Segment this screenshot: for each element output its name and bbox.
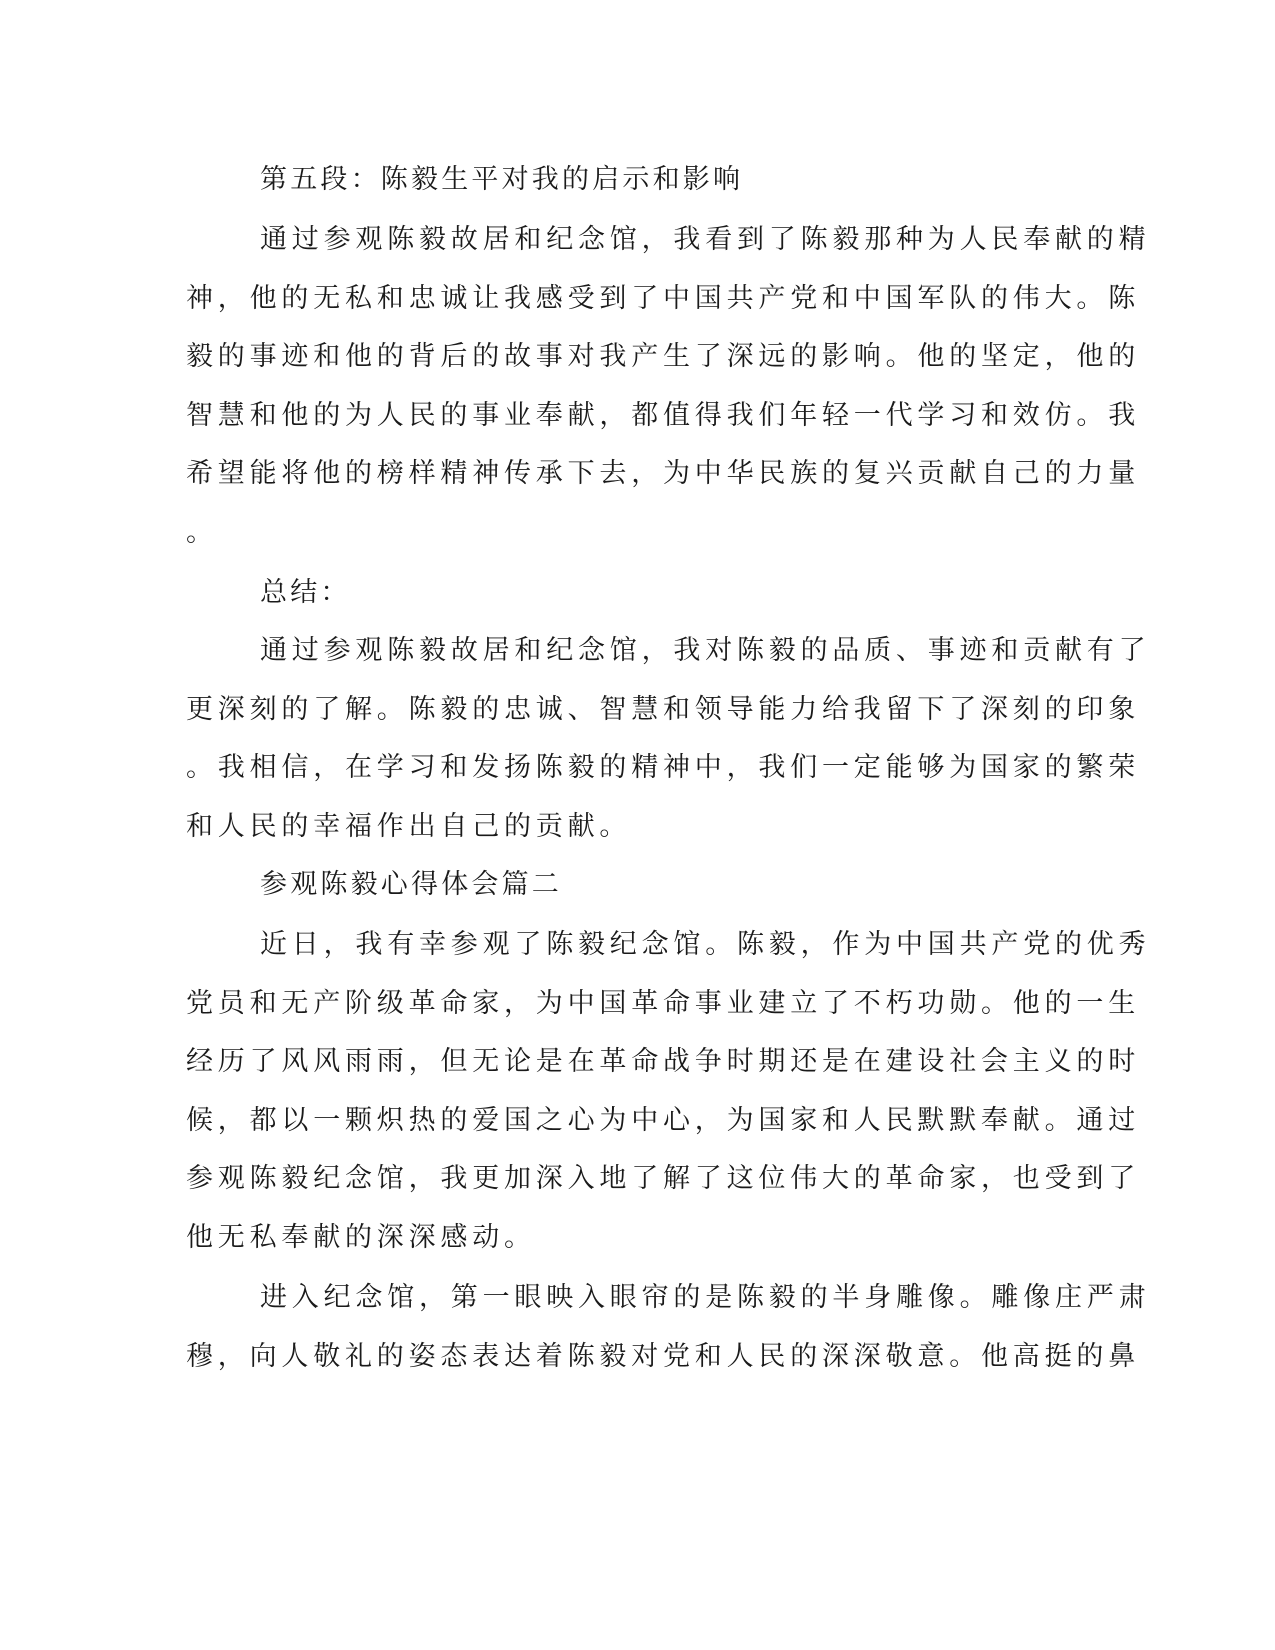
paragraph-line: 近日，我有幸参观了陈毅纪念馆。陈毅，作为中国共产党的优秀 xyxy=(260,929,1151,960)
paragraph-line: 智慧和他的为人民的事业奉献，都值得我们年轻一代学习和效仿。我 xyxy=(186,400,1140,431)
section-heading: 第五段：陈毅生平对我的启示和影响 xyxy=(260,164,744,195)
paragraph-line: 。 xyxy=(186,517,218,548)
paragraph-line: 希望能将他的榜样精神传承下去，为中华民族的复兴贡献自己的力量 xyxy=(186,458,1140,489)
paragraph-line: 。我相信，在学习和发扬陈毅的精神中，我们一定能够为国家的繁荣 xyxy=(186,752,1140,783)
paragraph-line: 通过参观陈毅故居和纪念馆，我看到了陈毅那种为人民奉献的精 xyxy=(260,224,1151,255)
paragraph-line: 经历了风风雨雨，但无论是在革命战争时期还是在建设社会主义的时 xyxy=(186,1046,1140,1077)
paragraph-line: 参观陈毅纪念馆，我更加深入地了解了这位伟大的革命家，也受到了 xyxy=(186,1163,1140,1194)
paragraph-line: 毅的事迹和他的背后的故事对我产生了深远的影响。他的坚定，他的 xyxy=(186,341,1140,372)
paragraph-line: 通过参观陈毅故居和纪念馆，我对陈毅的品质、事迹和贡献有了 xyxy=(260,635,1151,666)
paragraph-line: 穆，向人敬礼的姿态表达着陈毅对党和人民的深深敬意。他高挺的鼻 xyxy=(186,1341,1140,1372)
paragraph-line: 党员和无产阶级革命家，为中国革命事业建立了不朽功勋。他的一生 xyxy=(186,988,1140,1019)
paragraph-line: 候，都以一颗炽热的爱国之心为中心，为国家和人民默默奉献。通过 xyxy=(186,1105,1140,1136)
paragraph-line: 更深刻的了解。陈毅的忠诚、智慧和领导能力给我留下了深刻的印象 xyxy=(186,694,1140,725)
paragraph-line: 他无私奉献的深深感动。 xyxy=(186,1222,536,1253)
paragraph-line: 神，他的无私和忠诚让我感受到了中国共产党和中国军队的伟大。陈 xyxy=(186,283,1140,314)
section-heading: 总结： xyxy=(260,577,351,608)
paragraph-line: 和人民的幸福作出自己的贡献。 xyxy=(186,811,632,842)
paragraph-line: 进入纪念馆，第一眼映入眼帘的是陈毅的半身雕像。雕像庄严肃 xyxy=(260,1282,1151,1313)
article-title: 参观陈毅心得体会篇二 xyxy=(260,869,562,900)
